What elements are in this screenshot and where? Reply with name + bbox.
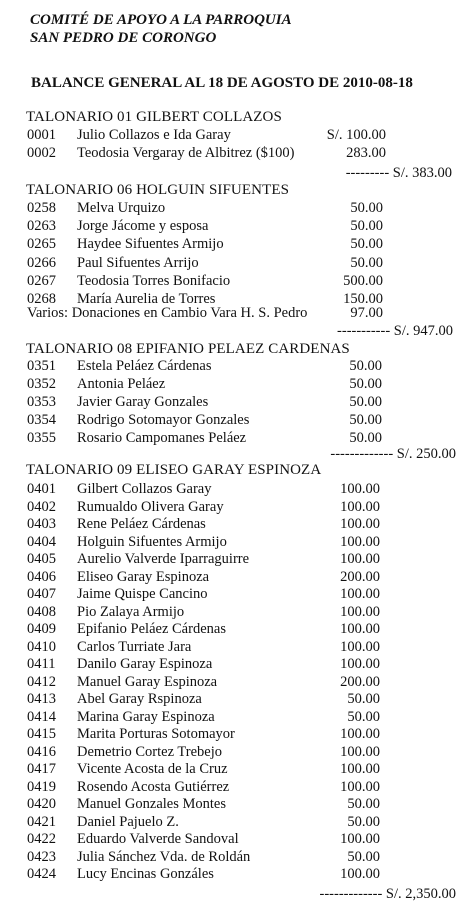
donor-name: Carlos Turriate Jara: [77, 638, 192, 655]
donation-amount: 100.00: [340, 656, 380, 672]
receipt-code: 0414: [27, 708, 56, 725]
donor-name: Julio Collazos e Ida Garay: [77, 127, 231, 143]
donor-name: Gilbert Collazos Garay: [77, 481, 212, 497]
ledger-row: [0, 779, 466, 796]
donor-name: Marina Garay Espinoza: [77, 708, 215, 725]
donation-amount: 50.00: [349, 376, 382, 392]
section-total: ------------- S/. 250.00: [330, 446, 456, 462]
ledger-row: [0, 866, 466, 883]
donor-name: Manuel Garay Espinoza: [77, 673, 218, 690]
donation-amount: 50.00: [347, 813, 380, 830]
donor-name: Antonia Peláez: [77, 376, 166, 392]
receipt-code: 0267: [27, 272, 56, 289]
receipt-code: 0412: [27, 673, 56, 690]
receipt-code: 0002: [27, 144, 56, 161]
donor-name: Holguin Sifuentes Armijo: [77, 533, 227, 550]
donation-amount: 50.00: [349, 412, 382, 428]
donor-name: Epifanio Peláez Cárdenas: [77, 621, 226, 637]
donor-name: Daniel Pajuelo Z.: [77, 813, 179, 830]
donation-amount: 100.00: [340, 638, 380, 655]
receipt-code: 0355: [27, 430, 56, 446]
ledger-row: [0, 709, 466, 726]
donor-name: Haydee Sifuentes Armijo: [77, 236, 224, 253]
receipt-code: 0405: [27, 551, 56, 567]
ledger-row: [0, 761, 466, 778]
donor-name: María Aurelia de Torres: [77, 291, 216, 307]
donor-name: Julia Sánchez Vda. de Roldán: [77, 848, 251, 865]
donation-amount: 50.00: [350, 218, 383, 235]
receipt-code: 0411: [27, 656, 56, 672]
receipt-code: 0404: [27, 533, 56, 550]
section-title: TALONARIO 06 HOLGUIN SIFUENTES: [26, 182, 290, 198]
donor-name: Demetrio Cortez Trebejo: [77, 743, 222, 760]
balance-heading: BALANCE GENERAL AL 18 DE AGOSTO DE 2010-08-18: [31, 75, 413, 91]
donation-amount: 150.00: [343, 291, 383, 307]
receipt-code: 0409: [27, 621, 56, 637]
donation-amount: 50.00: [347, 848, 380, 865]
receipt-code: 0419: [27, 778, 56, 795]
ledger-row: [0, 534, 466, 551]
parish-subtitle: SAN PEDRO DE CORONGO: [30, 30, 217, 46]
receipt-code: 0420: [27, 796, 56, 812]
ledger-row: [0, 849, 466, 866]
misc-donations-amount: 97.00: [350, 305, 383, 321]
ledger-row: [0, 200, 466, 217]
receipt-code: 0406: [27, 568, 56, 585]
donation-amount: 50.00: [350, 236, 383, 253]
donation-amount: 50.00: [349, 394, 382, 410]
receipt-code: 0354: [27, 412, 56, 428]
donation-amount: 50.00: [349, 430, 382, 446]
receipt-code: 0401: [27, 481, 56, 497]
donation-amount: 50.00: [347, 796, 380, 812]
ledger-row: [0, 796, 466, 813]
ledger-row: [0, 604, 466, 621]
receipt-code: 0351: [27, 358, 56, 374]
misc-donations-label: Varios: Donaciones en Cambio Vara H. S. Pedro: [27, 305, 308, 321]
ledger-row: [0, 569, 466, 586]
receipt-code: 0407: [27, 586, 56, 602]
receipt-code: 0424: [27, 866, 56, 882]
donation-amount: 100.00: [340, 603, 380, 620]
donation-amount: 50.00: [350, 254, 383, 271]
ledger-row: [0, 621, 466, 638]
donor-name: Paul Sifuentes Arrijo: [77, 254, 199, 271]
donor-name: Rumualdo Olivera Garay: [77, 498, 224, 515]
ledger-row: [0, 516, 466, 533]
receipt-code: 0415: [27, 726, 56, 742]
donor-name: Estela Peláez Cárdenas: [77, 358, 212, 374]
donor-name: Marita Porturas Sotomayor: [77, 726, 235, 742]
donor-name: Pio Zalaya Armijo: [77, 603, 185, 620]
receipt-code: 0421: [27, 813, 56, 830]
ledger-row: [0, 481, 466, 498]
ledger-row: [0, 376, 466, 393]
receipt-code: 0263: [27, 218, 56, 235]
receipt-code: 0417: [27, 761, 56, 777]
donation-amount: 50.00: [350, 200, 383, 216]
donation-amount: 100.00: [340, 726, 380, 742]
ledger-row: [0, 656, 466, 673]
section-title: TALONARIO 09 ELISEO GARAY ESPINOZA: [26, 462, 322, 478]
donor-name: Eduardo Valverde Sandoval: [77, 831, 239, 847]
ledger-row: [0, 744, 466, 761]
receipt-code: 0410: [27, 638, 56, 655]
donation-amount: 100.00: [340, 866, 380, 882]
ledger-row: [0, 358, 466, 375]
donor-name: Rosario Campomanes Peláez: [77, 430, 247, 446]
donor-name: Javier Garay Gonzales: [77, 394, 209, 410]
receipt-code: 0416: [27, 743, 56, 760]
receipt-code: 0268: [27, 291, 56, 307]
ledger-row: [0, 273, 466, 290]
ledger-row: [0, 831, 466, 848]
receipt-code: 0402: [27, 498, 56, 515]
ledger-row: [0, 674, 466, 691]
donation-amount: 50.00: [349, 358, 382, 374]
donation-amount: 50.00: [347, 708, 380, 725]
ledger-row: [0, 412, 466, 429]
receipt-code: 0001: [27, 127, 56, 143]
ledger-row: [0, 145, 466, 162]
ledger-row: [0, 127, 466, 144]
receipt-code: 0352: [27, 376, 56, 392]
ledger-row: [0, 551, 466, 568]
ledger-row: [0, 218, 466, 235]
ledger-row: [0, 586, 466, 603]
ledger-row: [0, 726, 466, 743]
ledger-row: [0, 691, 466, 708]
donation-amount: 200.00: [340, 673, 380, 690]
receipt-code: 0403: [27, 516, 56, 532]
section-total: ------------- S/. 2,350.00: [319, 886, 456, 902]
donation-amount: 100.00: [340, 621, 380, 637]
donation-amount: 100.00: [340, 533, 380, 550]
donor-name: Rodrigo Sotomayor Gonzales: [77, 412, 250, 428]
donation-amount: 100.00: [340, 743, 380, 760]
ledger-row: [0, 394, 466, 411]
receipt-code: 0413: [27, 691, 56, 707]
committee-title: COMITÉ DE APOYO A LA PARROQUIA: [30, 12, 292, 28]
donor-name: Jorge Jácome y esposa: [77, 218, 209, 235]
section-total: ----------- S/. 947.00: [337, 323, 453, 339]
ledger-row: [0, 430, 466, 447]
section-total: --------- S/. 383.00: [345, 165, 452, 181]
receipt-code: 0353: [27, 394, 56, 410]
donor-name: Lucy Encinas Gonzáles: [77, 866, 214, 882]
section-title: TALONARIO 08 EPIFANIO PELAEZ CARDENAS: [26, 341, 350, 357]
donation-amount: S/. 100.00: [326, 127, 386, 143]
section-title: TALONARIO 01 GILBERT COLLAZOS: [26, 109, 282, 125]
ledger-row: [0, 639, 466, 656]
donation-amount: 100.00: [340, 516, 380, 532]
donation-amount: 100.00: [340, 551, 380, 567]
ledger-row: [0, 814, 466, 831]
ledger-row: [0, 236, 466, 253]
donation-amount: 100.00: [340, 831, 380, 847]
receipt-code: 0422: [27, 831, 56, 847]
receipt-code: 0266: [27, 254, 56, 271]
donation-amount: 100.00: [340, 586, 380, 602]
donation-amount: 100.00: [340, 498, 380, 515]
donor-name: Vicente Acosta de la Cruz: [77, 761, 228, 777]
donor-name: Rene Peláez Cárdenas: [77, 516, 206, 532]
donation-amount: 200.00: [340, 568, 380, 585]
donation-amount: 100.00: [340, 481, 380, 497]
ledger-row: [0, 499, 466, 516]
donor-name: Melva Urquizo: [77, 200, 166, 216]
receipt-code: 0265: [27, 236, 56, 253]
donor-name: Teodosia Torres Bonifacio: [77, 272, 231, 289]
donation-amount: 100.00: [340, 761, 380, 777]
donor-name: Aurelio Valverde Iparraguirre: [77, 551, 250, 567]
donation-amount: 100.00: [340, 778, 380, 795]
donation-amount: 50.00: [347, 691, 380, 707]
donation-amount: 283.00: [346, 144, 386, 161]
misc-donations-row: [0, 305, 466, 322]
ledger-row: [0, 255, 466, 272]
donor-name: Manuel Gonzales Montes: [77, 796, 226, 812]
donor-name: Eliseo Garay Espinoza: [77, 568, 210, 585]
donor-name: Danilo Garay Espinoza: [77, 656, 213, 672]
receipt-code: 0423: [27, 848, 56, 865]
donor-name: Teodosia Vergaray de Albitrez ($100): [77, 144, 295, 161]
donation-amount: 500.00: [343, 272, 383, 289]
donor-name: Abel Garay Rspinoza: [77, 691, 202, 707]
donor-name: Jaime Quispe Cancino: [77, 586, 208, 602]
receipt-code: 0408: [27, 603, 56, 620]
donor-name: Rosendo Acosta Gutiérrez: [77, 778, 230, 795]
receipt-code: 0258: [27, 200, 56, 216]
